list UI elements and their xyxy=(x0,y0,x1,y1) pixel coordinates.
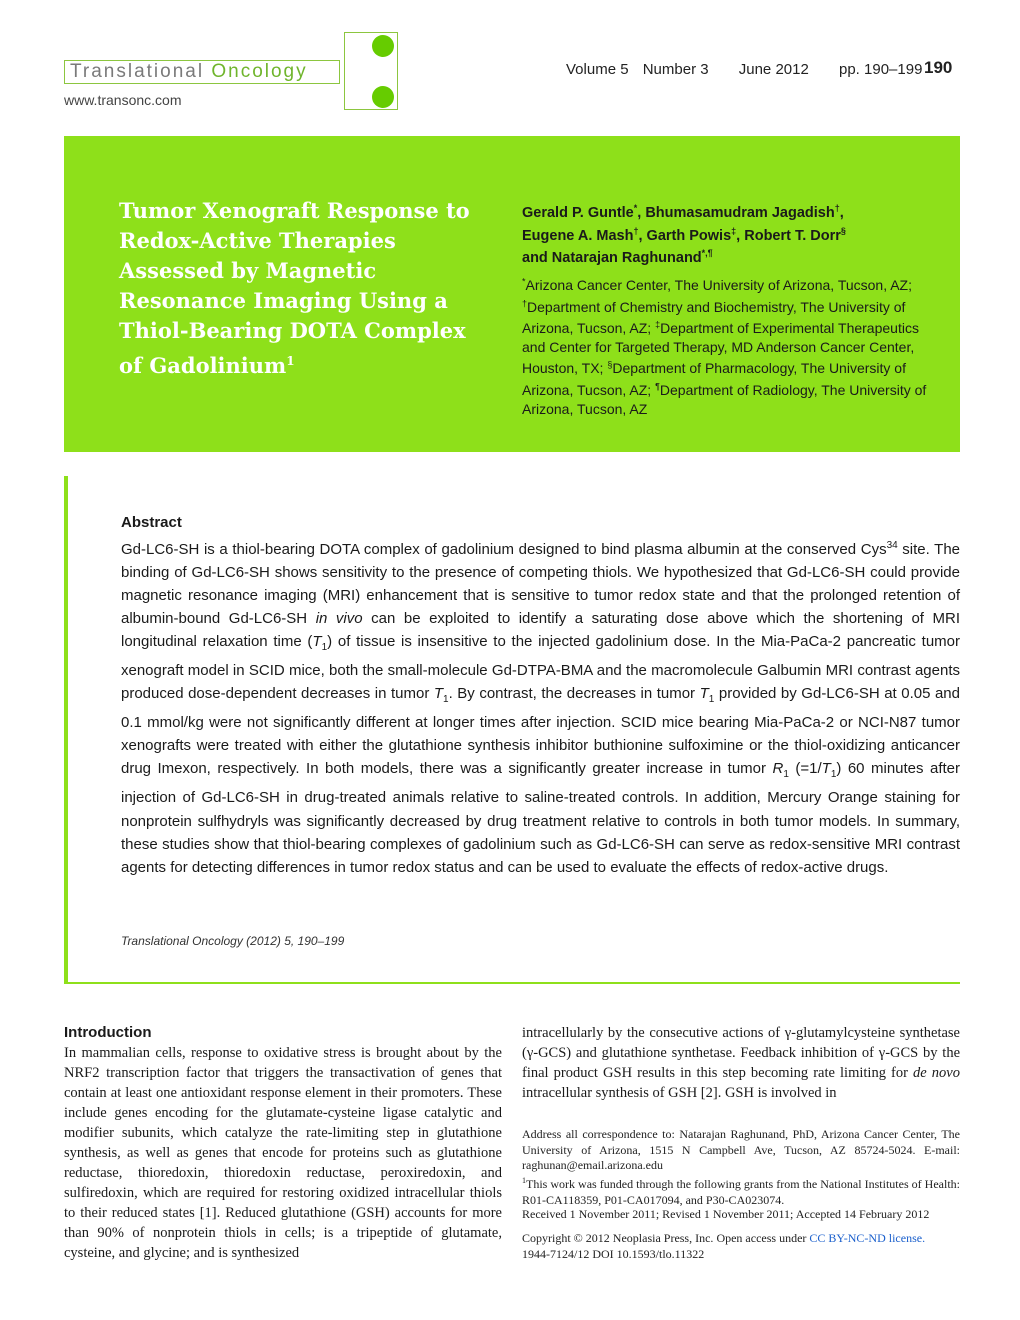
issue-date: June 2012 xyxy=(738,61,809,78)
abstract-heading: Abstract xyxy=(121,514,182,531)
correspondence-note: Address all correspondence to: Natarajan Raghunand, PhD, Arizona Cancer Center, The University of Arizona, 1515 N Campbell Ave, Tucson, AZ 85724-5024. E-mail: raghunan@email.arizona.edu xyxy=(522,1127,960,1172)
license-link[interactable]: CC BY-NC-ND license. xyxy=(809,1231,926,1245)
page-range: pp. 190–199 xyxy=(839,61,923,78)
affiliation: ‡Department of Experimental Therapeutics and Center for Targeted Therapy, MD Anderson Cancer Center, Houston, TX; xyxy=(522,319,919,377)
author: and Natarajan Raghunand*,¶ xyxy=(522,248,713,267)
introduction-heading: Introduction xyxy=(64,1024,152,1041)
issue-number: Number 3 xyxy=(642,61,709,78)
issue-info xyxy=(566,60,932,80)
logo-dot-icon xyxy=(372,86,394,108)
author: Eugene A. Mash†, xyxy=(522,225,647,244)
journal-website-link[interactable]: www.transonc.com xyxy=(64,92,182,108)
author: Bhumasamudram Jagadish†, xyxy=(645,203,844,221)
article-title xyxy=(119,196,479,381)
volume: Volume 5 xyxy=(566,61,629,78)
page-number: 190 xyxy=(924,58,953,77)
abstract-left-rule xyxy=(64,476,68,984)
affiliation: *Arizona Cancer Center, The University of Arizona, Tucson, AZ; xyxy=(522,276,912,293)
logo-dot-icon xyxy=(372,35,394,57)
copyright-note: Copyright © 2012 Neoplasia Press, Inc. Open access under CC BY-NC-ND license. 1944-7124/12 DOI 10.1593/tlo.11322 xyxy=(522,1231,926,1261)
affiliation: ¶Department of Radiology, The University of Arizona, Tucson, AZ xyxy=(522,381,927,417)
title-footnote-mark: 1 xyxy=(286,354,295,368)
author: Gerald P. Guntle*, xyxy=(522,203,646,221)
author-list xyxy=(522,199,942,267)
affiliation-list xyxy=(522,272,942,418)
affiliation: §Department of Pharmacology, The University of Arizona, Tucson, AZ; xyxy=(522,359,906,399)
author: Garth Powis‡, xyxy=(646,225,745,244)
journal-name-part1: Translational xyxy=(70,61,205,82)
received-dates: Received 1 November 2011; Revised 1 November 2011; Accepted 14 February 2012 xyxy=(522,1207,930,1221)
journal-name-part2: Oncology xyxy=(211,61,308,82)
article-citation: Translational Oncology (2012) 5, 190–199 xyxy=(121,934,345,948)
issn-doi: 1944-7124/12 DOI 10.1593/tlo.11322 xyxy=(522,1246,705,1261)
funding-note: $^1$This work was funded through the following grants from the National Institutes of Health: R01-CA118359, P01-CA017094, and P30-CA023074. xyxy=(522,1176,960,1207)
introduction-column-2: intracellularly by the consecutive actions of γ-glutamylcysteine synthetase (γ-GCS) and glutathione synthetase. Feedback inhibition of γ-GCS by the final product GSH results in this step becoming rate limiting for de novo intracellular synthesis of GSH [2]. GSH is involved in xyxy=(522,1025,960,1101)
abstract-body: Gd-LC6-SH is a thiol-bearing DOTA complex of gadolinium designed to bind plasma albumin at the conserved Cys$^{34}$ site. The binding of Gd-LC6-SH shows sensitivity to the presence of competing thiols. We hypothesized that Gd-LC6-SH could provide magnetic resonance imaging (MRI) enhancement that is sensitive to tumor redox state and that the prolonged retention of albumin-bound Gd-LC6-SH in vivo can be exploited to identify a saturating dose above which the shortening of MRI longitudinal relaxation time $(T_1)$ of tissue is insensitive to the injected gadolinium dose. In the Mia-PaCa-2 pancreatic tumor xenograft model in SCID mice, both the small-molecule Gd-DTPA-BMA and the macromolecule Galbumin MRI contrast agents produced dose-dependent decreases in tumor $T_1$. By contrast, the decreases in tumor $T_1$ provided by Gd-LC6-SH at 0.05 and 0.1 mmol/kg were not significantly different at longer times after injection. SCID mice bearing Mia-PaCa-2 or NCI-N87 tumor xenografts were treated with either the glutathione synthesis inhibitor buthionine sulfoximine or the thiol-oxidizing anticancer drug Imexon, respectively. In both models, there was a significantly greater increase in tumor $R_1$ $(=1/T_1)$ 60 minutes after injection of Gd-LC6-SH in drug-treated animals relative to saline-treated controls. In addition, Mercury Orange staining for nonprotein sulfhydryls was significantly decreased by drug treatment relative to controls in both tumor models. In summary, these studies show that thiol-bearing complexes of gadolinium such as Gd-LC6-SH can serve as redox-sensitive MRI contrast agents for detecting differences in tumor redox status and can be used to evaluate the effects of redox-active drugs. xyxy=(121,540,961,876)
author: Robert T. Dorr§ xyxy=(744,225,846,244)
abstract-bottom-rule xyxy=(64,982,960,984)
introduction-column-1: In mammalian cells, response to oxidative stress is brought about by the NRF2 transcription factor that triggers the transactivation of genes that contain at least one antioxidant response element in their promoters. These include genes encoding for the glutamate-cysteine ligase catalytic and modifier subunits, which catalyze the rate-limiting step in glutathione synthesis, as well as genes that encode for proteins such as glutathione reductase, thioredoxin, thioredoxin reductase, peroxiredoxin, and sulfiredoxin, which are required for restoring oxidized intracellular thiols to their reduced states [1]. Reduced glutathione (GSH) accounts for more than 90% of nonprotein thiols in cells; is a tripeptide of glutamate, cysteine, and glycine; and is synthesized xyxy=(64,1045,502,1261)
journal-name xyxy=(70,60,308,84)
article-title-text: Tumor Xenograft Response to Redox-Active Therapies Assessed by Magnetic Resonance Imaging Using a Thiol-Bearing DOTA Complex of Gadolinium xyxy=(119,198,470,378)
affiliation: †Department of Chemistry and Biochemistry, The University of Arizona, Tucson, AZ; xyxy=(522,297,906,337)
